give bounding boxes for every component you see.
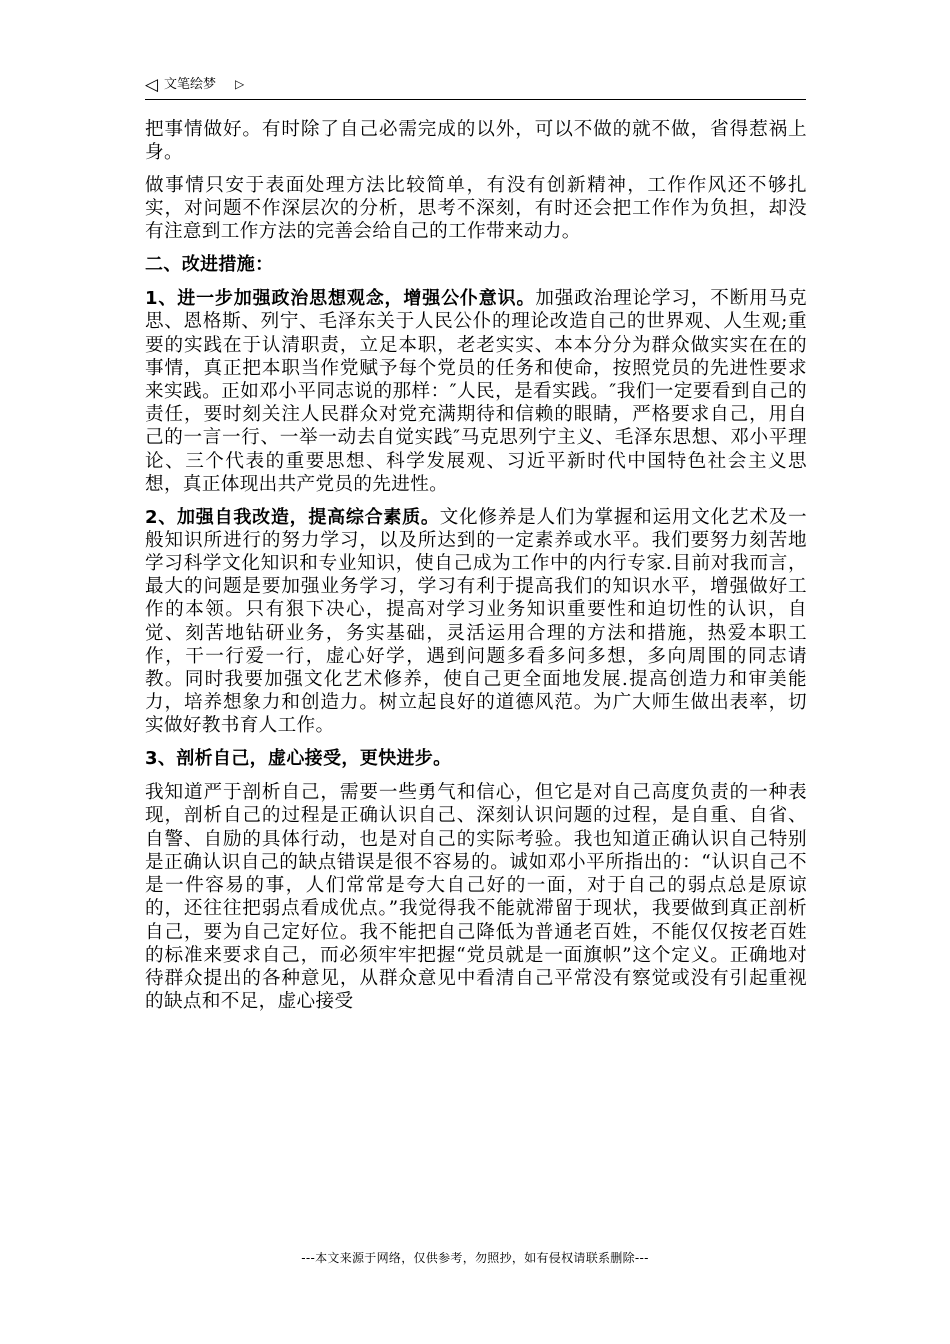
paragraph-continuation: 把事情做好。有时除了自己必需完成的以外，可以不做的就不做，省得惹祸上身。	[145, 119, 807, 164]
paragraph-shortcomings: 做事情只安于表面处理方法比较简单，有没有创新精神，工作作风还不够扎实，对问题不作深层次的分析，思考不深刻，有时还会把工作作为负担，却没有注意到工作方法的完善会给自己的工作带来动力。	[145, 174, 807, 243]
section-heading: 二、改进措施：	[145, 254, 274, 276]
header-brand: 文笔绘梦	[164, 77, 217, 92]
paragraph-self-analysis: 我知道严于剖析自己，需要一些勇气和信心，但它是对自己高度负责的一种表现，剖析自己的过程是正确认识自己、深刻认识问题的过程，是自重、自省、自警、自励的具体行动，也是对自己的实际考验。我也知道正确认识自己特别是正确认识自己的缺点错误是很不容易的。诚如邓小平所指出的：“认识自己不是一件容易的事，人们常常是夸大自己好的一面，对于自己的弱点总是原谅的，还往往把弱点看成优点。”我觉得我不能就滞留于现状，我要做到真正剖析自己，要为自己定好位。我不能把自己降低为普通老百姓，不能仅仅按老百姓的标准来要求自己，而必须牢牢把握“党员就是一面旗帜”这个定义。正确地对待群众提出的各种意见，从群众意见中看清自己平常没有察觉或没有引起重视的缺点和不足，虚心接受	[145, 782, 807, 1013]
measure-1	[145, 287, 807, 496]
measure-2	[145, 506, 807, 738]
measure-1-text: 加强政治理论学习，不断用马克思、恩格斯、列宁、毛泽东关于人民公仆的理论改造自己的世界观、人生观;重要的实践在于认清职责，立足本职，老老实实、本本分分为群众做实实在在的事情，真正把本职当作党赋予每个党员的任务和使命，按照党员的先进性要求来实践。正如邓小平同志说的那样：″人民，是看实践。″我们一定要看到自己的责任，要时刻关注人民群众对党充满期待和信赖的眼睛，严格要求自己，用自己的一言一行、一举一动去自觉实践″马克思列宁主义、毛泽东思想、邓小平理论、三个代表的重要思想、科学发展观、习近平新时代中国特色社会主义思想，真正体现出共产党员的先进性。	[145, 288, 808, 495]
left-triangle-icon: ◁	[145, 75, 159, 95]
measure-3-title: 3、剖析自己，虚心接受，更快进步。	[145, 748, 452, 770]
page-footer-disclaimer: ---本文来源于网络，仅供参考，勿照抄，如有侵权请联系删除---	[301, 1251, 649, 1265]
measure-2-text: 文化修养是人们为掌握和运用文化艺术及一般知识所进行的努力学习，以及所达到的一定素养或水平。我们要努力刻苦地学习科学文化知识和专业知识，使自己成为工作中的内行专家.目前对我而言，最大的问题是要加强业务学习，学习有利于提高我们的知识水平，增强做好工作的本领。只有狠下决心，提高对学习业务知识重要性和迫切性的认识，自觉、刻苦地钻研业务，务实基础，灵活运用合理的方法和措施，热爱本职工作，干一行爱一行，虚心好学，遇到问题多看多问多想，多向周围的同志请教。同时我要加强文化艺术修养，使自己更全面地发展.提高创造力和审美能力，培养想象力和创造力。树立起良好的道德风范。为广大师生做出表率，切实做好教书育人工作。	[145, 506, 807, 737]
page-header	[145, 73, 806, 100]
measure-1-title: 1、进一步加强政治思想观念，增强公仆意识。	[145, 288, 536, 310]
right-triangle-icon: ▷	[235, 77, 245, 91]
document-body	[145, 118, 807, 1023]
measure-2-title: 2、加强自我改造，提高综合素质。	[145, 506, 440, 528]
